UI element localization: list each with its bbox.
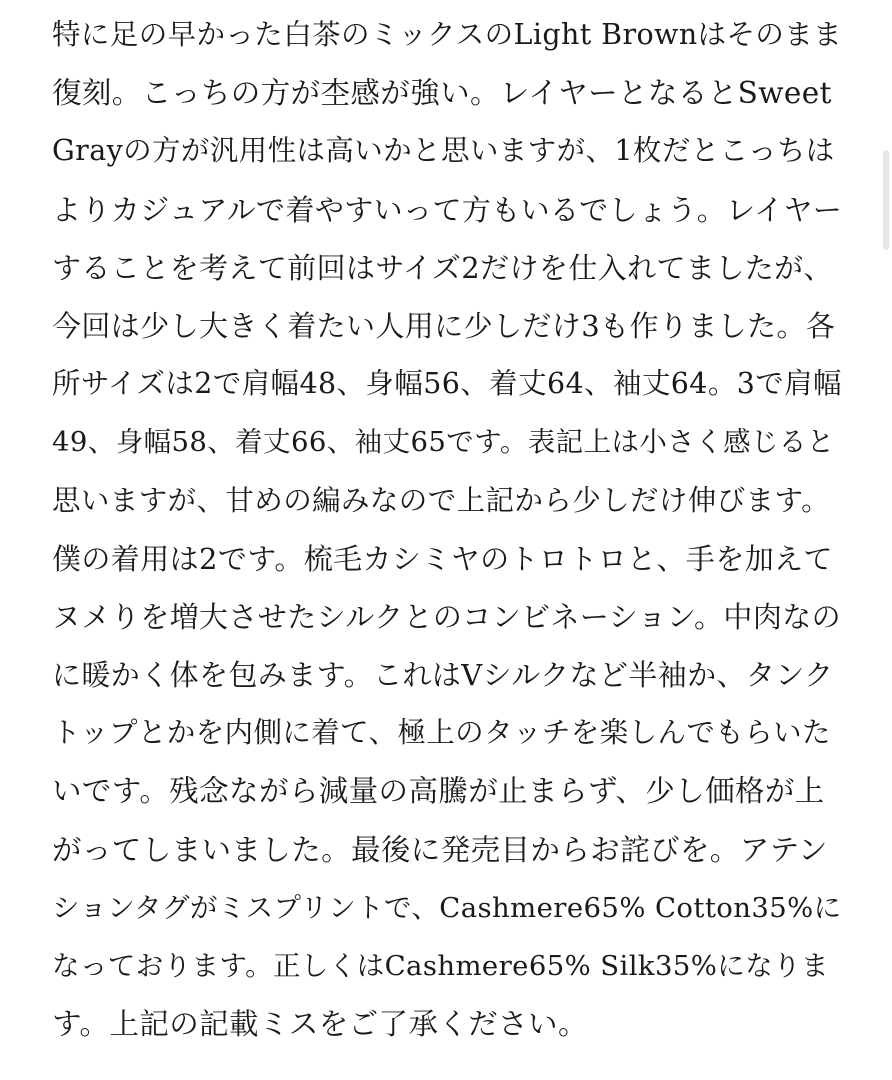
text-line: 復刻。こっちの方が杢感が強い。レイヤーとなるとSweet [52, 76, 832, 111]
text-line: 所サイズは2で肩幅48、身幅56、着丈64、袖丈64。3で肩幅 [52, 367, 842, 401]
text-line: 特に足の早かった白茶のミックスのLight Brownはそのまま [52, 18, 843, 51]
text-line: ヌメりを増大させたシルクとのコンビネーション。中肉なの [52, 599, 842, 634]
text-line: することを考えて前回はサイズ2だけを仕入れてましたが、 [52, 250, 833, 285]
text-line: に暖かく体を包みます。これはVシルクなど半袖か、タンク [52, 658, 834, 693]
article-text [52, 6, 842, 1053]
text-line: ションタグがミスプリントで、Cashmere65% Cotton35%に [52, 891, 842, 924]
text-line: す。上記の記載ミスをご了承ください。 [52, 1007, 588, 1042]
text-line: 今回は少し大きく着たい人用に少しだけ3も作りました。各 [52, 308, 836, 343]
text-line: 49、身幅58、着丈66、袖丈65です。表記上は小さく感じると [52, 426, 835, 459]
text-line: 思いますが、甘めの編みなので上記から少しだけ伸びます。 [52, 483, 831, 517]
text-line: がってしまいました。最後に発売目からお詫びを。アテン [52, 832, 828, 867]
scrollbar[interactable] [883, 150, 889, 250]
text-line: なっております。正しくはCashmere65% Silk35%になりま [52, 950, 829, 982]
text-line: 僕の着用は2です。梳毛カシミヤのトロトロと、手を加えて [52, 541, 833, 576]
text-line: Grayの方が汎用性は高いかと思いますが、1枚だとこっちは [52, 134, 835, 168]
text-line: よりカジュアルで着やすいって方もいるでしょう。レイヤー [52, 192, 843, 227]
text-line: いです。残念ながら減量の高騰が止まらず、少し価格が上 [52, 774, 825, 809]
text-line: トップとかを内側に着て、極上のタッチを楽しんでもらいた [52, 716, 831, 750]
